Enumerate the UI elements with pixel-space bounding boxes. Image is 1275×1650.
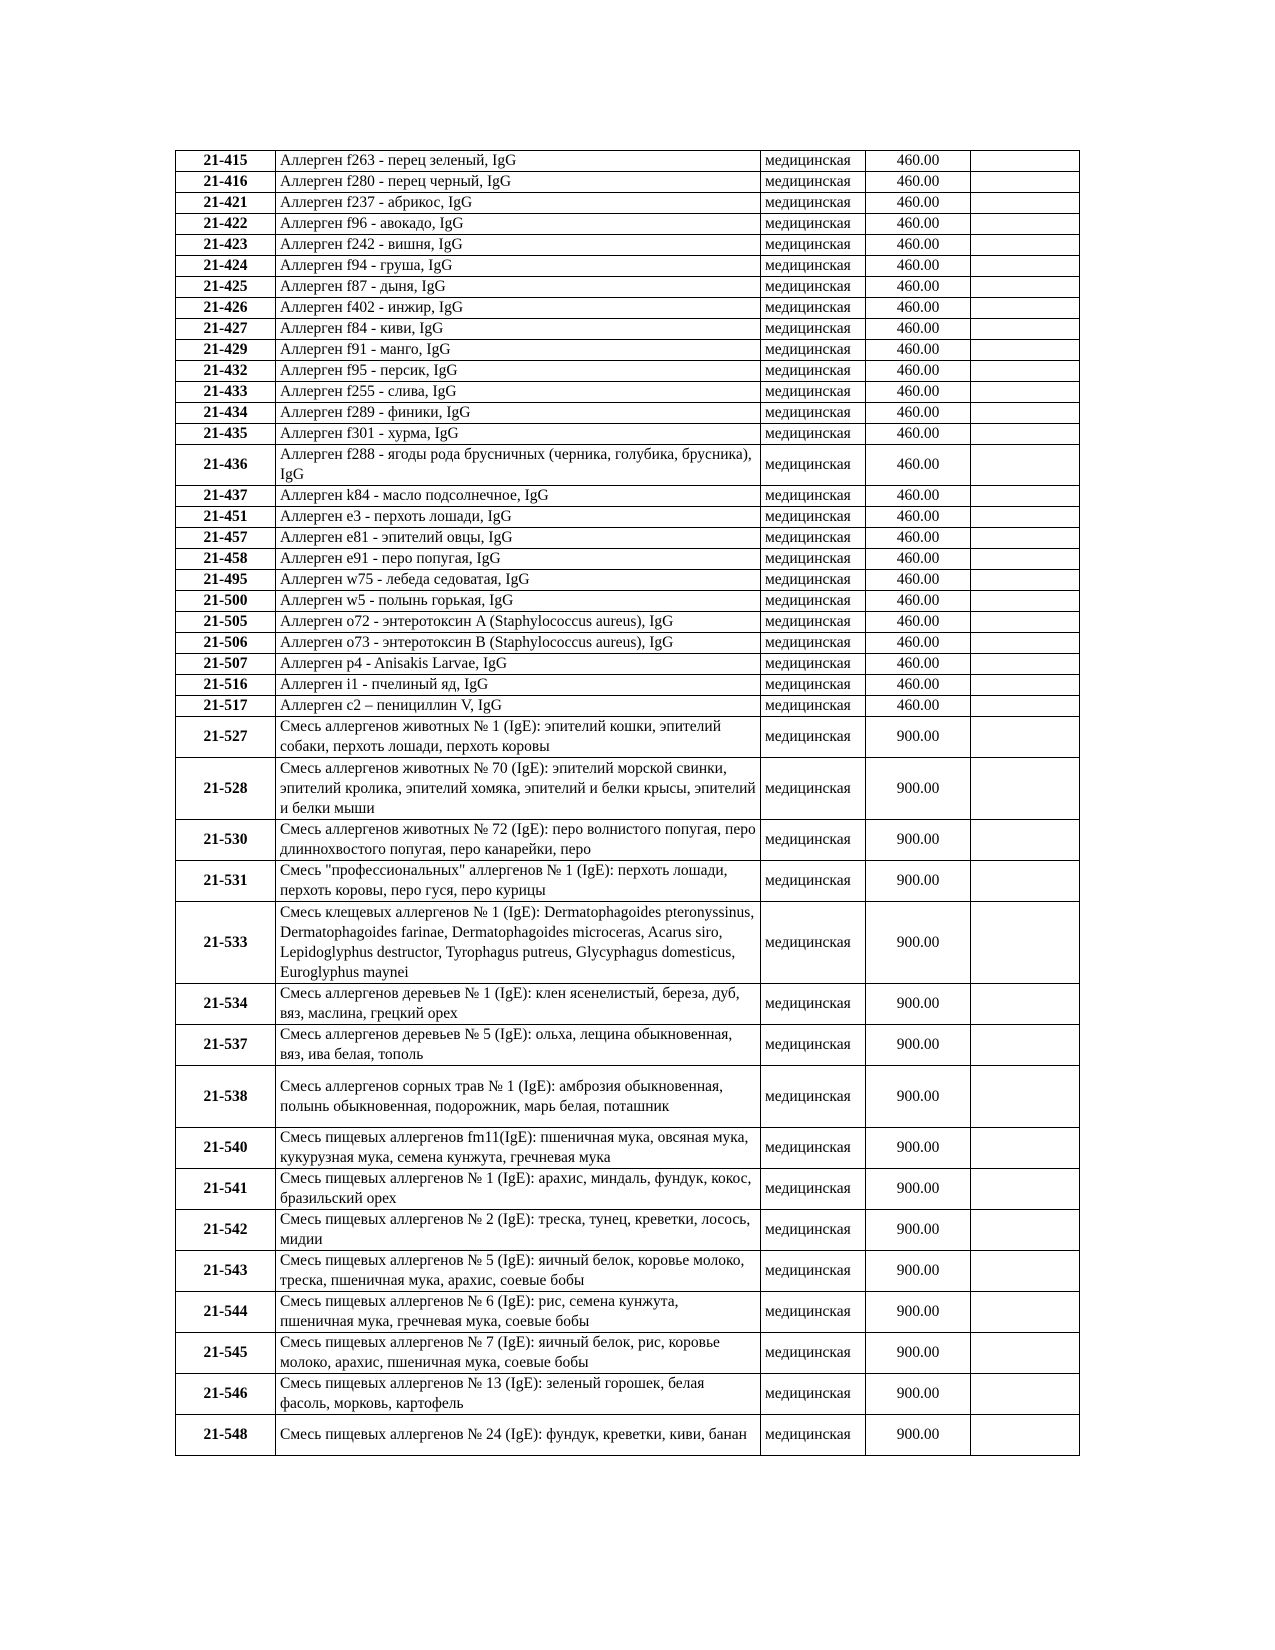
service-name-cell: Аллерген f96 - авокадо, IgG bbox=[276, 214, 761, 235]
service-type-cell: медицинская bbox=[761, 507, 866, 528]
service-type-cell: медицинская bbox=[761, 549, 866, 570]
service-type-cell: медицинская bbox=[761, 1066, 866, 1128]
price-cell: 460.00 bbox=[866, 382, 971, 403]
service-code-cell: 21-426 bbox=[176, 298, 276, 319]
service-code-cell: 21-424 bbox=[176, 256, 276, 277]
service-type-cell: медицинская bbox=[761, 984, 866, 1025]
service-code-cell: 21-507 bbox=[176, 654, 276, 675]
service-type-cell: медицинская bbox=[761, 382, 866, 403]
service-code-cell: 21-421 bbox=[176, 193, 276, 214]
price-cell: 460.00 bbox=[866, 361, 971, 382]
service-type-cell: медицинская bbox=[761, 319, 866, 340]
service-name-cell: Аллерген f91 - манго, IgG bbox=[276, 340, 761, 361]
service-code-cell: 21-500 bbox=[176, 591, 276, 612]
service-type-cell: медицинская bbox=[761, 902, 866, 984]
service-type-cell: медицинская bbox=[761, 696, 866, 717]
table-row bbox=[176, 1415, 1080, 1456]
service-code-cell: 21-427 bbox=[176, 319, 276, 340]
table-row bbox=[176, 235, 1080, 256]
empty-cell bbox=[971, 1333, 1080, 1374]
table-row bbox=[176, 1128, 1080, 1169]
service-type-cell: медицинская bbox=[761, 172, 866, 193]
table-row bbox=[176, 1292, 1080, 1333]
table-row bbox=[176, 902, 1080, 984]
service-type-cell: медицинская bbox=[761, 633, 866, 654]
empty-cell bbox=[971, 528, 1080, 549]
empty-cell bbox=[971, 507, 1080, 528]
service-code-cell: 21-429 bbox=[176, 340, 276, 361]
service-code-cell: 21-423 bbox=[176, 235, 276, 256]
price-cell: 900.00 bbox=[866, 902, 971, 984]
price-cell: 900.00 bbox=[866, 1210, 971, 1251]
table-row bbox=[176, 1251, 1080, 1292]
service-code-cell: 21-548 bbox=[176, 1415, 276, 1456]
empty-cell bbox=[971, 675, 1080, 696]
service-code-cell: 21-527 bbox=[176, 717, 276, 758]
service-code-cell: 21-415 bbox=[176, 151, 276, 172]
service-name-cell: Смесь пищевых аллергенов № 5 (IgE): яичный белок, коровье молоко, треска, пшеничная мука, арахис, соевые бобы bbox=[276, 1251, 761, 1292]
price-cell: 460.00 bbox=[866, 256, 971, 277]
service-name-cell: Аллерген f95 - персик, IgG bbox=[276, 361, 761, 382]
price-cell: 900.00 bbox=[866, 820, 971, 861]
service-code-cell: 21-517 bbox=[176, 696, 276, 717]
service-type-cell: медицинская bbox=[761, 151, 866, 172]
empty-cell bbox=[971, 403, 1080, 424]
service-code-cell: 21-433 bbox=[176, 382, 276, 403]
service-code-cell: 21-545 bbox=[176, 1333, 276, 1374]
table-row bbox=[176, 570, 1080, 591]
price-cell: 460.00 bbox=[866, 424, 971, 445]
price-cell: 460.00 bbox=[866, 445, 971, 486]
service-name-cell: Смесь пищевых аллергенов fm11(IgE): пшеничная мука, овсяная мука, кукурузная мука, семена кунжута, гречневая мука bbox=[276, 1128, 761, 1169]
service-type-cell: медицинская bbox=[761, 1374, 866, 1415]
table-row bbox=[176, 193, 1080, 214]
service-code-cell: 21-434 bbox=[176, 403, 276, 424]
price-cell: 460.00 bbox=[866, 403, 971, 424]
service-name-cell: Аллерген f263 - перец зеленый, IgG bbox=[276, 151, 761, 172]
price-cell: 460.00 bbox=[866, 193, 971, 214]
service-type-cell: медицинская bbox=[761, 1333, 866, 1374]
service-code-cell: 21-451 bbox=[176, 507, 276, 528]
service-type-cell: медицинская bbox=[761, 861, 866, 902]
service-code-cell: 21-457 bbox=[176, 528, 276, 549]
service-type-cell: медицинская bbox=[761, 1251, 866, 1292]
price-cell: 460.00 bbox=[866, 591, 971, 612]
empty-cell bbox=[971, 298, 1080, 319]
empty-cell bbox=[971, 277, 1080, 298]
service-name-cell: Аллерген f255 - слива, IgG bbox=[276, 382, 761, 403]
service-name-cell: Смесь пищевых аллергенов № 13 (IgE): зеленый горошек, белая фасоль, морковь, картофель bbox=[276, 1374, 761, 1415]
service-name-cell: Аллерген f87 - дыня, IgG bbox=[276, 277, 761, 298]
price-cell: 900.00 bbox=[866, 1025, 971, 1066]
service-type-cell: медицинская bbox=[761, 214, 866, 235]
table-row bbox=[176, 984, 1080, 1025]
service-name-cell: Смесь пищевых аллергенов № 6 (IgE): рис, семена кунжута, пшеничная мука, гречневая мука, соевые бобы bbox=[276, 1292, 761, 1333]
empty-cell bbox=[971, 591, 1080, 612]
service-name-cell: Аллерген k84 - масло подсолнечное, IgG bbox=[276, 486, 761, 507]
price-cell: 460.00 bbox=[866, 277, 971, 298]
empty-cell bbox=[971, 256, 1080, 277]
price-cell: 900.00 bbox=[866, 1251, 971, 1292]
service-code-cell: 21-437 bbox=[176, 486, 276, 507]
empty-cell bbox=[971, 1025, 1080, 1066]
table-row bbox=[176, 1210, 1080, 1251]
empty-cell bbox=[971, 654, 1080, 675]
empty-cell bbox=[971, 1251, 1080, 1292]
service-name-cell: Аллерген p4 - Anisakis Larvae, IgG bbox=[276, 654, 761, 675]
empty-cell bbox=[971, 172, 1080, 193]
service-code-cell: 21-533 bbox=[176, 902, 276, 984]
price-cell: 900.00 bbox=[866, 1128, 971, 1169]
service-type-cell: медицинская bbox=[761, 235, 866, 256]
service-type-cell: медицинская bbox=[761, 717, 866, 758]
service-name-cell: Аллерген w5 - полынь горькая, IgG bbox=[276, 591, 761, 612]
service-type-cell: медицинская bbox=[761, 758, 866, 820]
table-row bbox=[176, 277, 1080, 298]
price-cell: 460.00 bbox=[866, 151, 971, 172]
service-type-cell: медицинская bbox=[761, 298, 866, 319]
table-row bbox=[176, 1066, 1080, 1128]
service-name-cell: Смесь пищевых аллергенов № 7 (IgE): яичный белок, рис, коровье молоко, арахис, пшеничная мука, соевые бобы bbox=[276, 1333, 761, 1374]
service-code-cell: 21-540 bbox=[176, 1128, 276, 1169]
service-type-cell: медицинская bbox=[761, 486, 866, 507]
empty-cell bbox=[971, 612, 1080, 633]
service-name-cell: Аллерген f94 - груша, IgG bbox=[276, 256, 761, 277]
empty-cell bbox=[971, 340, 1080, 361]
service-type-cell: медицинская bbox=[761, 361, 866, 382]
table-row bbox=[176, 403, 1080, 424]
service-name-cell: Аллерген w75 - лебеда седоватая, IgG bbox=[276, 570, 761, 591]
service-code-cell: 21-541 bbox=[176, 1169, 276, 1210]
service-name-cell: Аллерген f301 - хурма, IgG bbox=[276, 424, 761, 445]
service-code-cell: 21-506 bbox=[176, 633, 276, 654]
empty-cell bbox=[971, 193, 1080, 214]
table-row bbox=[176, 717, 1080, 758]
service-name-cell: Аллерген f288 - ягоды рода брусничных (черника, голубика, брусника), IgG bbox=[276, 445, 761, 486]
table-row bbox=[176, 696, 1080, 717]
service-name-cell bbox=[276, 820, 761, 861]
service-type-cell: медицинская bbox=[761, 340, 866, 361]
price-cell: 460.00 bbox=[866, 549, 971, 570]
price-cell: 900.00 bbox=[866, 758, 971, 820]
empty-cell bbox=[971, 214, 1080, 235]
service-name-cell: Аллерген e3 - перхоть лошади, IgG bbox=[276, 507, 761, 528]
empty-cell bbox=[971, 696, 1080, 717]
table-row bbox=[176, 172, 1080, 193]
service-type-cell: медицинская bbox=[761, 528, 866, 549]
price-cell: 900.00 bbox=[866, 984, 971, 1025]
table-row bbox=[176, 820, 1080, 861]
empty-cell bbox=[971, 151, 1080, 172]
service-name-cell: Аллерген e81 - эпителий овцы, IgG bbox=[276, 528, 761, 549]
empty-cell bbox=[971, 902, 1080, 984]
service-code-cell: 21-546 bbox=[176, 1374, 276, 1415]
service-name-cell: Смесь аллергенов сорных трав № 1 (IgE): амброзия обыкновенная, полынь обыкновенная, подорожник, марь белая, поташник bbox=[276, 1066, 761, 1128]
service-code-cell: 21-538 bbox=[176, 1066, 276, 1128]
price-cell: 460.00 bbox=[866, 319, 971, 340]
table-row bbox=[176, 424, 1080, 445]
empty-cell bbox=[971, 1292, 1080, 1333]
service-type-cell: медицинская bbox=[761, 256, 866, 277]
price-cell: 460.00 bbox=[866, 172, 971, 193]
service-code-cell: 21-544 bbox=[176, 1292, 276, 1333]
empty-cell bbox=[971, 861, 1080, 902]
service-type-cell: медицинская bbox=[761, 820, 866, 861]
service-type-cell: медицинская bbox=[761, 277, 866, 298]
table-row bbox=[176, 507, 1080, 528]
table-row bbox=[176, 861, 1080, 902]
empty-cell bbox=[971, 319, 1080, 340]
empty-cell bbox=[971, 235, 1080, 256]
service-code-cell: 21-528 bbox=[176, 758, 276, 820]
service-code-cell: 21-537 bbox=[176, 1025, 276, 1066]
service-type-cell: медицинская bbox=[761, 591, 866, 612]
service-code-cell: 21-436 bbox=[176, 445, 276, 486]
table-row bbox=[176, 675, 1080, 696]
empty-cell bbox=[971, 1374, 1080, 1415]
table-row bbox=[176, 1374, 1080, 1415]
empty-cell bbox=[971, 984, 1080, 1025]
service-type-cell: медицинская bbox=[761, 445, 866, 486]
price-cell: 460.00 bbox=[866, 570, 971, 591]
price-cell: 460.00 bbox=[866, 340, 971, 361]
price-cell: 900.00 bbox=[866, 1292, 971, 1333]
empty-cell bbox=[971, 361, 1080, 382]
service-code-cell: 21-505 bbox=[176, 612, 276, 633]
service-type-cell: медицинская bbox=[761, 570, 866, 591]
table-row bbox=[176, 1333, 1080, 1374]
service-name-cell: Аллерген o72 - энтеротоксин A (Staphylococcus aureus), IgG bbox=[276, 612, 761, 633]
empty-cell bbox=[971, 1210, 1080, 1251]
price-cell: 460.00 bbox=[866, 654, 971, 675]
service-code-cell: 21-543 bbox=[176, 1251, 276, 1292]
service-type-cell: медицинская bbox=[761, 424, 866, 445]
table-row bbox=[176, 382, 1080, 403]
table-row bbox=[176, 340, 1080, 361]
service-name-cell: Аллерген f289 - финики, IgG bbox=[276, 403, 761, 424]
empty-cell bbox=[971, 382, 1080, 403]
service-name-cell: Аллерген f84 - киви, IgG bbox=[276, 319, 761, 340]
service-name-text: Смесь аллергенов животных № 72 (IgE): перо волнистого попугая, перо длиннохвостого попугая, перо канарейки, перо bbox=[280, 821, 756, 858]
empty-cell bbox=[971, 717, 1080, 758]
empty-cell bbox=[971, 445, 1080, 486]
service-name-cell: Аллерген f237 - абрикос, IgG bbox=[276, 193, 761, 214]
table-row bbox=[176, 298, 1080, 319]
empty-cell bbox=[971, 1128, 1080, 1169]
service-type-cell: медицинская bbox=[761, 1169, 866, 1210]
table-row bbox=[176, 319, 1080, 340]
table-row bbox=[176, 361, 1080, 382]
service-name-cell: Смесь пищевых аллергенов № 24 (IgE): фундук, креветки, киви, банан bbox=[276, 1415, 761, 1456]
service-name-cell: Смесь аллергенов деревьев № 5 (IgE): ольха, лещина обыкновенная, вяз, ива белая, тополь bbox=[276, 1025, 761, 1066]
service-name-cell: Аллерген f242 - вишня, IgG bbox=[276, 235, 761, 256]
service-name-cell: Аллерген f280 - перец черный, IgG bbox=[276, 172, 761, 193]
price-cell: 900.00 bbox=[866, 861, 971, 902]
empty-cell bbox=[971, 820, 1080, 861]
empty-cell bbox=[971, 570, 1080, 591]
service-type-cell: медицинская bbox=[761, 1292, 866, 1333]
empty-cell bbox=[971, 758, 1080, 820]
service-code-cell: 21-425 bbox=[176, 277, 276, 298]
service-name-cell: Аллерген f402 - инжир, IgG bbox=[276, 298, 761, 319]
service-type-cell: медицинская bbox=[761, 193, 866, 214]
empty-cell bbox=[971, 633, 1080, 654]
service-name-cell: Смесь аллергенов деревьев № 1 (IgE): клен ясенелистый, береза, дуб, вяз, маслина, грецкий орех bbox=[276, 984, 761, 1025]
service-name-cell: Аллерген o73 - энтеротоксин B (Staphylococcus aureus), IgG bbox=[276, 633, 761, 654]
service-type-cell: медицинская bbox=[761, 654, 866, 675]
table-row bbox=[176, 528, 1080, 549]
service-type-cell: медицинская bbox=[761, 1210, 866, 1251]
service-name-cell: Смесь аллергенов животных № 1 (IgE): эпителий кошки, эпителий собаки, перхоть лошади, перхоть коровы bbox=[276, 717, 761, 758]
price-list-body bbox=[176, 151, 1080, 1456]
price-cell: 900.00 bbox=[866, 1066, 971, 1128]
service-code-cell: 21-534 bbox=[176, 984, 276, 1025]
price-cell: 900.00 bbox=[866, 1374, 971, 1415]
price-cell: 460.00 bbox=[866, 486, 971, 507]
table-row bbox=[176, 633, 1080, 654]
service-type-cell: медицинская bbox=[761, 1025, 866, 1066]
service-type-cell: медицинская bbox=[761, 1415, 866, 1456]
price-cell: 460.00 bbox=[866, 298, 971, 319]
table-row bbox=[176, 445, 1080, 486]
price-cell: 460.00 bbox=[866, 507, 971, 528]
service-name-cell: Аллерген i1 - пчелиный яд, IgG bbox=[276, 675, 761, 696]
service-name-cell: Аллерген c2 – пенициллин V, IgG bbox=[276, 696, 761, 717]
service-name-cell: Смесь клещевых аллергенов № 1 (IgE): Dermatophagoides pteronyssinus, Dermatophagoides farinae, Dermatophagoides microceras, Acarus siro, Lepidoglyphus destructor, Tyrophagus putreus, Glycyphagus domesticus, Euroglyphus maynei bbox=[276, 902, 761, 984]
service-code-cell: 21-435 bbox=[176, 424, 276, 445]
service-code-cell: 21-530 bbox=[176, 820, 276, 861]
service-name-cell: Смесь пищевых аллергенов № 2 (IgE): треска, тунец, креветки, лосось, мидии bbox=[276, 1210, 761, 1251]
empty-cell bbox=[971, 1415, 1080, 1456]
table-row bbox=[176, 256, 1080, 277]
price-cell: 460.00 bbox=[866, 696, 971, 717]
table-row bbox=[176, 1025, 1080, 1066]
service-name-cell: Аллерген e91 - перо попугая, IgG bbox=[276, 549, 761, 570]
service-name-cell: Смесь аллергенов животных № 70 (IgE): эпителий морской свинки, эпителий кролика, эпителий хомяка, эпителий и белки крысы, эпителий и белки мыши bbox=[276, 758, 761, 820]
table-row bbox=[176, 549, 1080, 570]
empty-cell bbox=[971, 549, 1080, 570]
table-row bbox=[176, 612, 1080, 633]
service-code-cell: 21-531 bbox=[176, 861, 276, 902]
table-row bbox=[176, 486, 1080, 507]
price-cell: 900.00 bbox=[866, 717, 971, 758]
table-row bbox=[176, 151, 1080, 172]
price-cell: 460.00 bbox=[866, 214, 971, 235]
empty-cell bbox=[971, 1169, 1080, 1210]
table-row bbox=[176, 214, 1080, 235]
service-type-cell: медицинская bbox=[761, 1128, 866, 1169]
price-cell: 900.00 bbox=[866, 1333, 971, 1374]
price-cell: 460.00 bbox=[866, 633, 971, 654]
price-cell: 460.00 bbox=[866, 675, 971, 696]
service-name-cell: Смесь "профессиональных" аллергенов № 1 (IgE): перхоть лошади, перхоть коровы, перо гуся, перо курицы bbox=[276, 861, 761, 902]
service-code-cell: 21-516 bbox=[176, 675, 276, 696]
service-code-cell: 21-495 bbox=[176, 570, 276, 591]
service-code-cell: 21-458 bbox=[176, 549, 276, 570]
price-cell: 900.00 bbox=[866, 1169, 971, 1210]
service-code-cell: 21-432 bbox=[176, 361, 276, 382]
price-cell: 900.00 bbox=[866, 1415, 971, 1456]
service-code-cell: 21-542 bbox=[176, 1210, 276, 1251]
price-cell: 460.00 bbox=[866, 528, 971, 549]
service-name-cell: Смесь пищевых аллергенов № 1 (IgE): арахис, миндаль, фундук, кокос, бразильский орех bbox=[276, 1169, 761, 1210]
service-type-cell: медицинская bbox=[761, 675, 866, 696]
empty-cell bbox=[971, 1066, 1080, 1128]
price-cell: 460.00 bbox=[866, 612, 971, 633]
service-type-cell: медицинская bbox=[761, 612, 866, 633]
table-row bbox=[176, 654, 1080, 675]
service-code-cell: 21-422 bbox=[176, 214, 276, 235]
table-row bbox=[176, 1169, 1080, 1210]
table-row bbox=[176, 758, 1080, 820]
service-type-cell: медицинская bbox=[761, 403, 866, 424]
price-list-table bbox=[175, 150, 1080, 1456]
service-code-cell: 21-416 bbox=[176, 172, 276, 193]
empty-cell bbox=[971, 424, 1080, 445]
table-row bbox=[176, 591, 1080, 612]
price-cell: 460.00 bbox=[866, 235, 971, 256]
empty-cell bbox=[971, 486, 1080, 507]
